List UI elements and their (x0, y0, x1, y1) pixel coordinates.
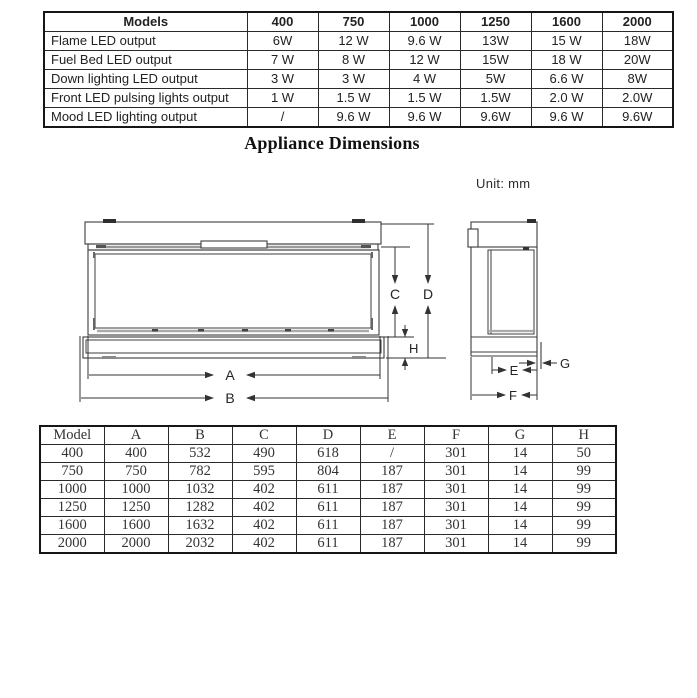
cell: 187 (360, 535, 424, 554)
dim-label-d: D (422, 286, 434, 302)
cell: 402 (232, 481, 296, 499)
cell: 402 (232, 517, 296, 535)
cell: 402 (232, 535, 296, 554)
cell: 187 (360, 517, 424, 535)
cell: 1632 (168, 517, 232, 535)
cell: 400 (104, 445, 168, 463)
cell: 99 (552, 499, 616, 517)
dimensions-table (39, 425, 617, 554)
cell: 4 W (389, 70, 460, 89)
cell: 750 (40, 463, 104, 481)
col-header-1600: 1600 (531, 12, 602, 32)
cell: 12 W (318, 32, 389, 51)
table-row (40, 463, 616, 481)
cell: / (360, 445, 424, 463)
cell: 14 (488, 517, 552, 535)
cell: 782 (168, 463, 232, 481)
cell: 611 (296, 481, 360, 499)
table-row (40, 499, 616, 517)
cell: 1282 (168, 499, 232, 517)
cell: 18W (602, 32, 673, 51)
cell: 301 (424, 463, 488, 481)
col-header-e: E (360, 426, 424, 445)
col-header-model: Model (40, 426, 104, 445)
cell: 2.0 W (531, 89, 602, 108)
side-view (468, 219, 541, 369)
cell: 2000 (40, 535, 104, 554)
led-output-table (43, 11, 674, 128)
dim-label-h: H (409, 341, 419, 356)
cell: 618 (296, 445, 360, 463)
row-label: Mood LED lighting output (44, 108, 247, 128)
cell: 12 W (389, 51, 460, 70)
col-header-2000: 2000 (602, 12, 673, 32)
cell: 9.6 W (389, 32, 460, 51)
dim-label-a: A (225, 367, 235, 383)
cell: 1600 (40, 517, 104, 535)
cell: 2000 (104, 535, 168, 554)
table-header-row (40, 426, 616, 445)
cell: 3 W (318, 70, 389, 89)
dimension-lines (80, 224, 557, 402)
cell: 7 W (247, 51, 318, 70)
cell: 15W (460, 51, 531, 70)
cell: 1 W (247, 89, 318, 108)
cell: 400 (40, 445, 104, 463)
cell: 9.6 W (389, 108, 460, 128)
cell: 490 (232, 445, 296, 463)
cell: 9.6 W (531, 108, 602, 128)
cell: 14 (488, 445, 552, 463)
cell: 6W (247, 32, 318, 51)
row-label: Front LED pulsing lights output (44, 89, 247, 108)
cell: 8 W (318, 51, 389, 70)
cell: 6.6 W (531, 70, 602, 89)
cell: 301 (424, 517, 488, 535)
cell: 187 (360, 481, 424, 499)
cell: 3 W (247, 70, 318, 89)
dim-label-b: B (225, 390, 235, 406)
col-header-d: D (296, 426, 360, 445)
table-row (40, 535, 616, 554)
col-header-g: G (488, 426, 552, 445)
cell: 5W (460, 70, 531, 89)
table-header-row (44, 12, 673, 32)
table-row (44, 51, 673, 70)
cell: 99 (552, 463, 616, 481)
cell: 14 (488, 481, 552, 499)
table-row (44, 108, 673, 128)
table-row (44, 89, 673, 108)
cell: 1032 (168, 481, 232, 499)
cell: 13W (460, 32, 531, 51)
cell: 8W (602, 70, 673, 89)
cell: 15 W (531, 32, 602, 51)
front-view (83, 219, 384, 359)
table-row (44, 32, 673, 51)
row-label: Down lighting LED output (44, 70, 247, 89)
cell: 301 (424, 535, 488, 554)
col-header-400: 400 (247, 12, 318, 32)
cell: 20W (602, 51, 673, 70)
cell: 50 (552, 445, 616, 463)
cell: 1.5W (460, 89, 531, 108)
col-header-c: C (232, 426, 296, 445)
cell: 9.6W (602, 108, 673, 128)
cell: 1250 (40, 499, 104, 517)
row-label: Fuel Bed LED output (44, 51, 247, 70)
cell: 750 (104, 463, 168, 481)
cell: 301 (424, 499, 488, 517)
cell: / (247, 108, 318, 128)
col-header-1250: 1250 (460, 12, 531, 32)
cell: 99 (552, 535, 616, 554)
col-header-models: Models (44, 12, 247, 32)
dim-label-g: G (560, 356, 571, 371)
row-label: Flame LED output (44, 32, 247, 51)
cell: 402 (232, 499, 296, 517)
dim-label-f: F (509, 388, 517, 403)
cell: 611 (296, 535, 360, 554)
cell: 187 (360, 463, 424, 481)
col-header-a: A (104, 426, 168, 445)
cell: 532 (168, 445, 232, 463)
cell: 14 (488, 463, 552, 481)
cell: 611 (296, 499, 360, 517)
cell: 804 (296, 463, 360, 481)
cell: 301 (424, 445, 488, 463)
cell: 1.5 W (318, 89, 389, 108)
cell: 2032 (168, 535, 232, 554)
cell: 14 (488, 535, 552, 554)
cell: 1000 (104, 481, 168, 499)
cell: 9.6W (460, 108, 531, 128)
table-row (44, 70, 673, 89)
cell: 611 (296, 517, 360, 535)
table-row (40, 517, 616, 535)
cell: 595 (232, 463, 296, 481)
col-header-1000: 1000 (389, 12, 460, 32)
col-header-750: 750 (318, 12, 389, 32)
cell: 99 (552, 517, 616, 535)
cell: 1600 (104, 517, 168, 535)
cell: 2.0W (602, 89, 673, 108)
cell: 9.6 W (318, 108, 389, 128)
cell: 99 (552, 481, 616, 499)
cell: 1000 (40, 481, 104, 499)
cell: 187 (360, 499, 424, 517)
col-header-f: F (424, 426, 488, 445)
section-title: Appliance Dimensions (244, 133, 420, 153)
unit-label: Unit: mm (476, 176, 531, 191)
cell: 301 (424, 481, 488, 499)
col-header-b: B (168, 426, 232, 445)
dim-label-e: E (509, 363, 519, 378)
cell: 18 W (531, 51, 602, 70)
dim-label-c: C (389, 286, 401, 302)
cell: 1250 (104, 499, 168, 517)
cell: 1.5 W (389, 89, 460, 108)
table-row (40, 481, 616, 499)
table-row (40, 445, 616, 463)
cell: 14 (488, 499, 552, 517)
col-header-h: H (552, 426, 616, 445)
